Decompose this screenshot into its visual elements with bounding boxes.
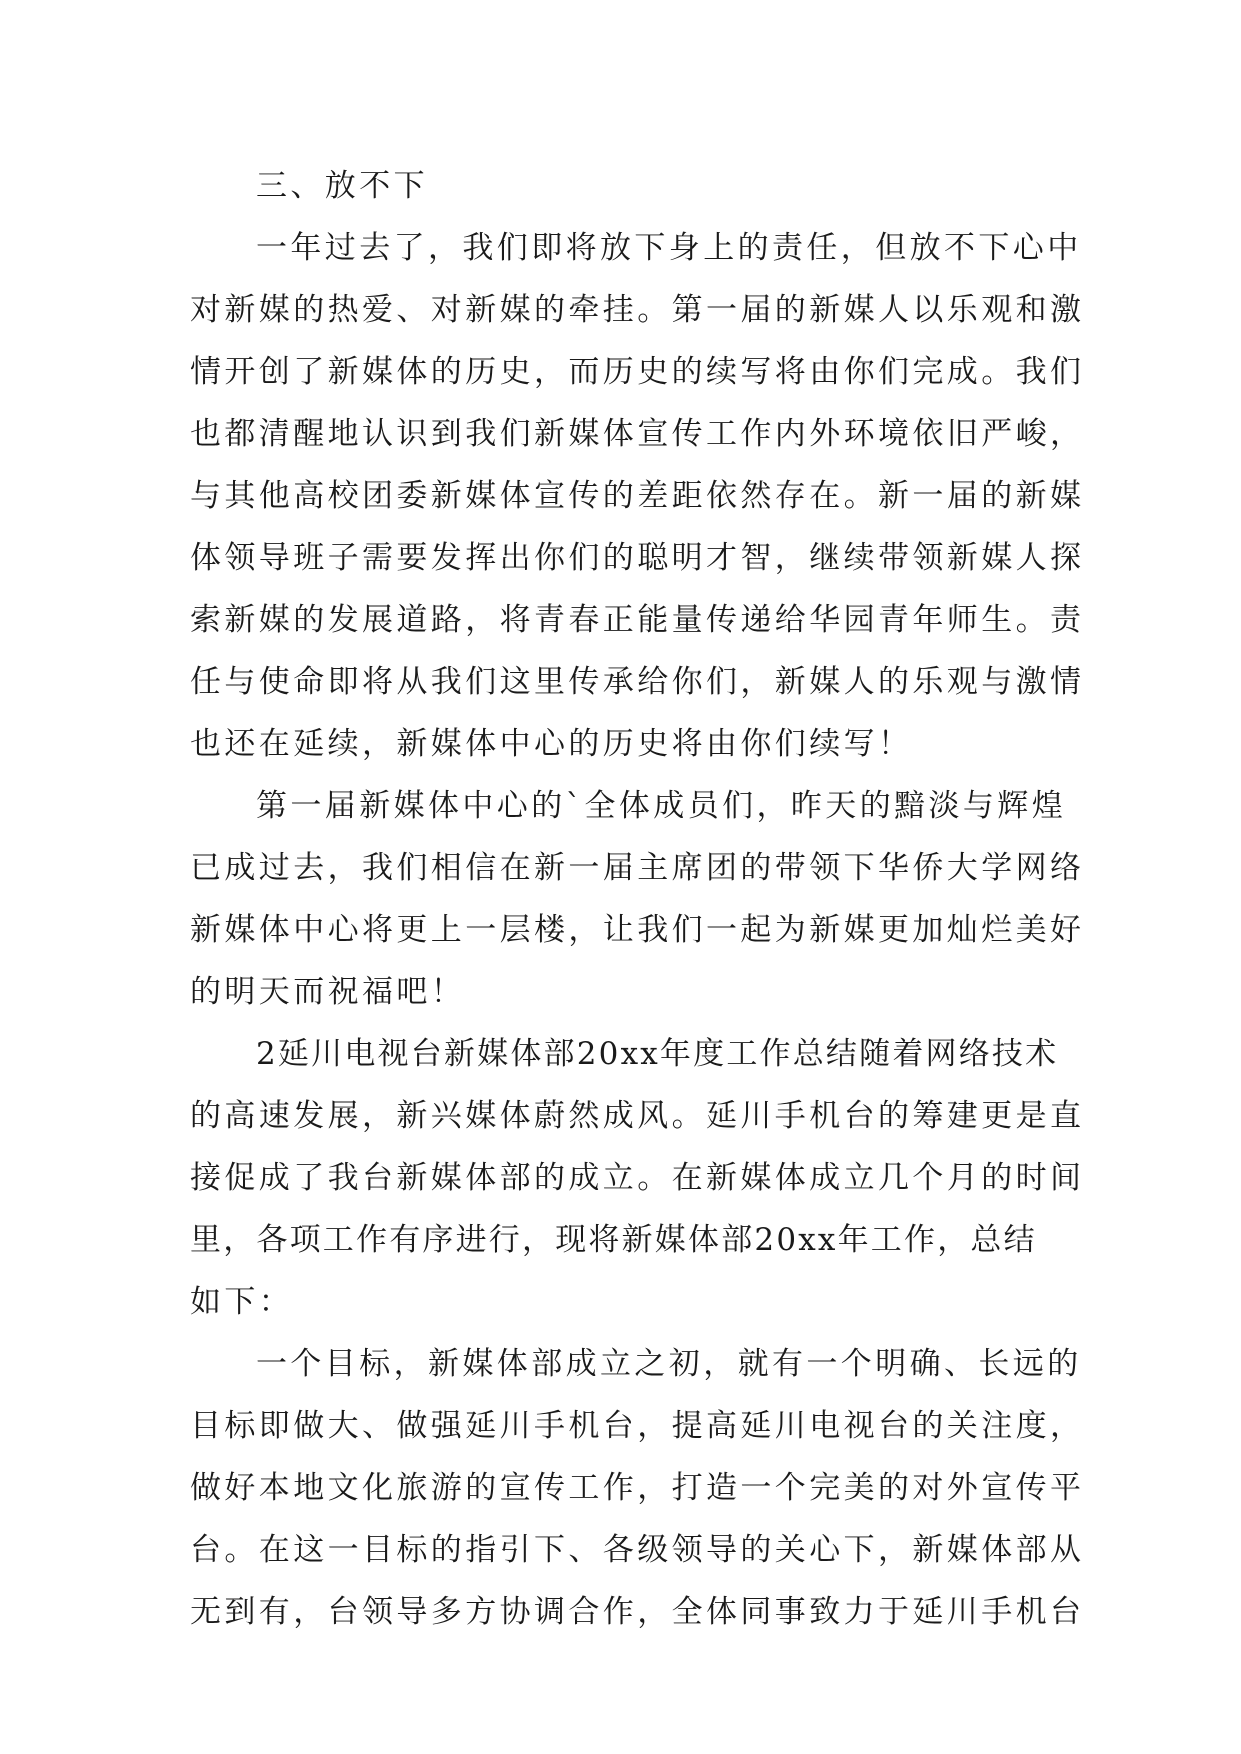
paragraph-line: 2延川电视台新媒体部20xx年度工作总结随着网络技术: [256, 1036, 1059, 1072]
paragraph-line: 的高速发展，新兴媒体蔚然成风。延川手机台的筹建更是直: [190, 1098, 1085, 1134]
paragraph-line: 情开创了新媒体的历史，而历史的续写将由你们完成。我们: [190, 354, 1085, 390]
paragraph-line: 目标即做大、做强延川手机台，提高延川电视台的关注度，: [190, 1408, 1085, 1444]
paragraph-line: 体领导班子需要发挥出你们的聪明才智，继续带领新媒人探: [190, 540, 1085, 576]
paragraph-line: 已成过去，我们相信在新一届主席团的带领下华侨大学网络: [190, 850, 1085, 886]
paragraph-line: 的明天而祝福吧！: [190, 974, 466, 1010]
section-heading: 三、放不下: [256, 168, 428, 204]
paragraph-line: 接促成了我台新媒体部的成立。在新媒体成立几个月的时间: [190, 1160, 1085, 1196]
paragraph-line: 任与使命即将从我们这里传承给你们，新媒人的乐观与激情: [190, 664, 1085, 700]
paragraph-line: 里，各项工作有序进行，现将新媒体部20xx年工作，总结: [190, 1222, 1037, 1258]
paragraph-line: 做好本地文化旅游的宣传工作，打造一个完美的对外宣传平: [190, 1470, 1085, 1506]
paragraph-line: 索新媒的发展道路，将青春正能量传递给华园青年师生。责: [190, 602, 1085, 638]
paragraph-line: 也还在延续，新媒体中心的历史将由你们续写！: [190, 726, 913, 762]
paragraph-line: 新媒体中心将更上一层楼，让我们一起为新媒更加灿烂美好: [190, 912, 1085, 948]
paragraph-line: 如下：: [190, 1284, 294, 1320]
paragraph-line: 对新媒的热爱、对新媒的牵挂。第一届的新媒人以乐观和激: [190, 292, 1085, 328]
paragraph-line: 也都清醒地认识到我们新媒体宣传工作内外环境依旧严峻，: [190, 416, 1085, 452]
paragraph-line: 第一届新媒体中心的`全体成员们，昨天的黯淡与辉煌: [256, 788, 1067, 824]
paragraph-line: 台。在这一目标的指引下、各级领导的关心下，新媒体部从: [190, 1532, 1085, 1568]
paragraph-line: 一个目标，新媒体部成立之初，就有一个明确、长远的: [256, 1346, 1082, 1382]
paragraph-line: 与其他高校团委新媒体宣传的差距依然存在。新一届的新媒: [190, 478, 1085, 514]
paragraph-line: 无到有，台领导多方协调合作，全体同事致力于延川手机台: [190, 1594, 1085, 1630]
paragraph-line: 一年过去了，我们即将放下身上的责任，但放不下心中: [256, 230, 1082, 266]
document-body: [190, 155, 1085, 1643]
